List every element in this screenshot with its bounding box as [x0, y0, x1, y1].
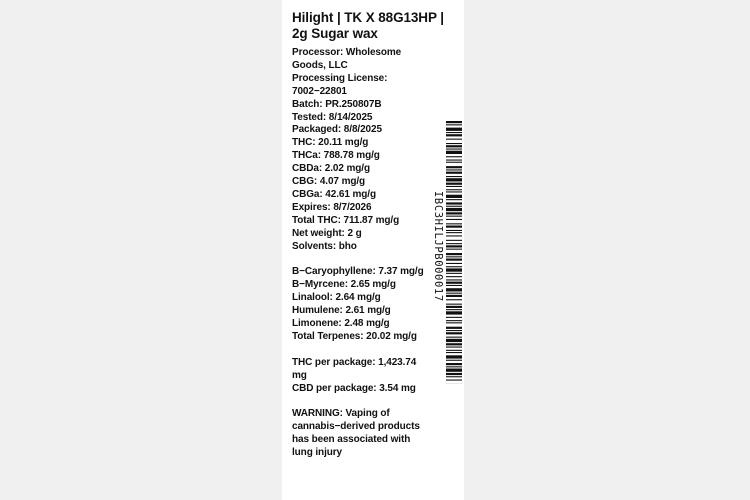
- label-fields: [292, 47, 424, 254]
- barcode-bar: [446, 355, 462, 358]
- barcode-bar: [446, 202, 462, 204]
- barcode-bar: [446, 306, 462, 308]
- package-totals: [292, 357, 424, 396]
- barcode-bar: [446, 216, 462, 217]
- field-expires: Expires: 8/7/2026: [292, 201, 372, 213]
- barcode-bar: [446, 166, 462, 168]
- barcode-number: IBC3HILJPB000017: [432, 191, 444, 302]
- terpene-item: Linalool: 2.64 mg/g: [292, 292, 381, 304]
- terpene-item: B−Caryophyllene: 7.37 mg/g: [292, 266, 424, 278]
- barcode-bar: [446, 172, 462, 174]
- field-net-weight: Net weight: 2 g: [292, 227, 362, 239]
- barcode-bar: [446, 343, 462, 345]
- terpene-item: B−Myrcene: 2.65 mg/g: [292, 279, 396, 291]
- barcode-bar: [446, 189, 462, 190]
- barcode-bar: [446, 143, 462, 144]
- field-processing-license: Processing License: 7002−22801: [292, 72, 388, 97]
- barcode-bar: [446, 186, 462, 187]
- barcode-bar: [446, 160, 462, 161]
- barcode-bar: [446, 380, 462, 381]
- barcode-bar: [446, 230, 462, 231]
- product-title: Hilight | TK X 88G13HP | 2g Sugar wax: [292, 10, 444, 41]
- barcode-bar: [446, 183, 462, 185]
- barcode-bar: [446, 256, 462, 257]
- barcode-bar: [446, 235, 462, 236]
- barcode-bar: [446, 293, 462, 294]
- barcode-bar: [446, 373, 462, 375]
- barcode-bar: [446, 322, 462, 323]
- barcode-bar: [446, 162, 462, 163]
- barcode-bar: [446, 145, 462, 147]
- barcode-bar: [446, 350, 462, 351]
- barcode-bar: [446, 149, 462, 150]
- barcode-bar: [446, 249, 462, 250]
- barcode-bar: [446, 320, 462, 321]
- barcode-bar: [446, 339, 462, 342]
- barcode-bar: [446, 124, 462, 125]
- barcode-bar: [446, 199, 462, 200]
- barcode-bar: [446, 253, 462, 255]
- field-tested: Tested: 8/14/2025: [292, 111, 373, 123]
- barcode-bar: [446, 232, 462, 233]
- barcode-bar: [446, 337, 462, 338]
- field-packaged: Packaged: 8/8/2025: [292, 124, 382, 136]
- thc-per-package: THC per package: 1,423.74 mg: [292, 356, 417, 381]
- barcode-bar: [446, 332, 462, 334]
- barcode-bar: [446, 360, 462, 361]
- barcode-bar: [446, 268, 462, 271]
- barcode-bar: [446, 279, 462, 280]
- barcode-bar: [446, 243, 462, 244]
- barcode-bar: [446, 317, 462, 318]
- barcode-bar: [446, 156, 462, 157]
- barcode-bar: [446, 219, 462, 220]
- barcode-bar: [446, 304, 462, 305]
- barcode-bar: [446, 169, 462, 170]
- barcode-bar: [446, 208, 462, 211]
- barcode-bar: [446, 295, 462, 297]
- barcode-bar: [446, 240, 462, 241]
- barcode-bar: [446, 178, 462, 181]
- barcode-bar: [446, 352, 462, 353]
- barcode-bar: [446, 369, 462, 372]
- barcode-bar: [446, 273, 462, 274]
- field-thc: THC: 20.11 mg/g: [292, 137, 369, 149]
- barcode-bar: [446, 327, 462, 329]
- field-cbg: CBG: 4.07 mg/g: [292, 176, 366, 188]
- warning-text: WARNING: Vaping of cannabis−derived products has been associated with lung injury: [292, 408, 420, 459]
- barcode-bar: [446, 176, 462, 177]
- barcode-icon: [446, 121, 462, 384]
- field-thca: THCa: 788.78 mg/g: [292, 150, 380, 162]
- barcode-bar: [446, 282, 462, 284]
- terpene-item: Limonene: 2.48 mg/g: [292, 318, 390, 330]
- barcode-bar: [446, 299, 462, 300]
- barcode-bar: [446, 151, 462, 154]
- barcode-bar: [446, 366, 462, 367]
- barcode-bar: [446, 276, 462, 277]
- field-cbda: CBDa: 2.02 mg/g: [292, 163, 370, 175]
- field-processor: Processor: Wholesome Goods, LLC: [292, 47, 402, 71]
- barcode-bar: [446, 311, 462, 314]
- cbd-per-package: CBD per package: 3.54 mg: [292, 382, 416, 394]
- field-total-thc: Total THC: 711.87 mg/g: [292, 214, 400, 226]
- barcode-bar: [446, 121, 462, 123]
- barcode-bar: [446, 134, 462, 136]
- terpene-item: Humulene: 2.61 mg/g: [292, 305, 391, 317]
- field-solvents: Solvents: bho: [292, 240, 357, 252]
- spacer: [292, 395, 464, 408]
- barcode-bar: [446, 195, 462, 198]
- barcode-bar: [446, 191, 462, 192]
- field-batch: Batch: PR.250807B: [292, 98, 382, 110]
- barcode-bar: [446, 266, 462, 267]
- barcode-bar: [446, 226, 462, 228]
- barcode-bar: [446, 139, 462, 140]
- barcode-bar: [446, 347, 462, 348]
- barcode-bar: [446, 263, 462, 264]
- barcode-bar: [446, 309, 462, 310]
- barcode-bar: [446, 363, 462, 365]
- barcode-bar: [446, 206, 462, 207]
- barcode-bar: [446, 376, 462, 377]
- barcode-bar: [446, 259, 462, 261]
- barcode-bar: [446, 212, 462, 214]
- barcode-bar: [446, 288, 462, 291]
- terpene-total: Total Terpenes: 20.02 mg/g: [292, 330, 417, 342]
- barcode-bar: [446, 245, 462, 247]
- terpene-list: [292, 266, 432, 343]
- barcode-bar: [446, 285, 462, 286]
- barcode-block: [432, 121, 462, 384]
- barcode-bar: [446, 223, 462, 224]
- barcode-bar: [446, 128, 462, 131]
- barcode-bar: [446, 330, 462, 331]
- barcode-bar: [446, 132, 462, 133]
- field-cbga: CBGa: 42.61 mg/g: [292, 188, 376, 200]
